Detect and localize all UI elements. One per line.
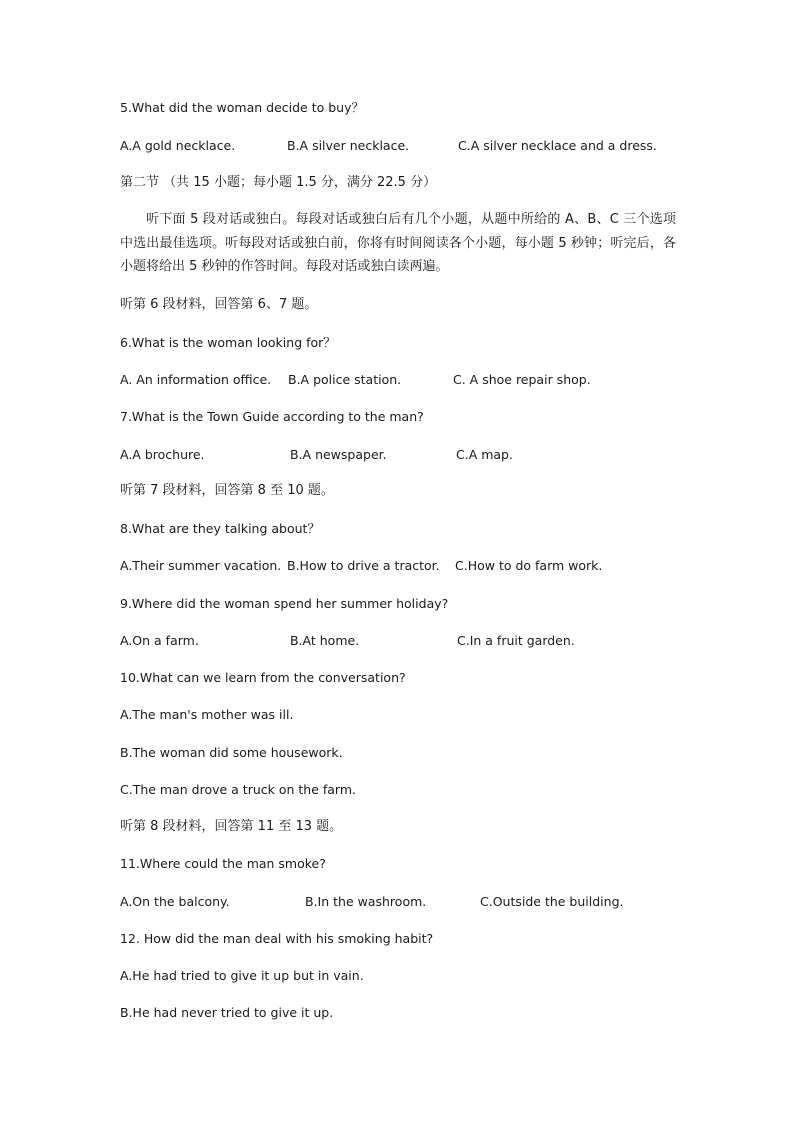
- question-5-options: [120, 138, 680, 154]
- option-a: A.A brochure.: [120, 447, 205, 462]
- question-11-options: [120, 894, 680, 910]
- option-b: B.How to drive a tractor.: [287, 558, 440, 573]
- option-a: A.On a farm.: [120, 633, 199, 648]
- question-8: 8.What are they talking about？: [120, 521, 320, 536]
- option-b: B.In the washroom.: [305, 894, 427, 909]
- question-7-options: [120, 447, 680, 463]
- option-c: C.A silver necklace and a dress.: [458, 138, 657, 153]
- option-b: B.The woman did some housework.: [120, 745, 343, 760]
- option-b: B.At home.: [290, 633, 360, 648]
- option-a: A.Their summer vacation.: [120, 558, 282, 573]
- option-c: C.A map.: [456, 447, 513, 462]
- question-7: 7.What is the Town Guide according to the man?: [120, 409, 424, 424]
- option-a: A.He had tried to give it up but in vain.: [120, 968, 364, 983]
- question-6-options: [120, 372, 680, 388]
- option-c: C.The man drove a truck on the farm.: [120, 782, 357, 797]
- question-6: 6.What is the woman looking for？: [120, 335, 336, 350]
- option-a: A.On the balcony.: [120, 894, 230, 909]
- question-10: 10.What can we learn from the conversation?: [120, 670, 406, 685]
- option-b: B.He had never tried to give it up.: [120, 1005, 334, 1020]
- question-9: 9.Where did the woman spend her summer holiday?: [120, 596, 449, 611]
- question-8-options: [120, 558, 680, 574]
- option-c: C.Outside the building.: [480, 894, 624, 909]
- option-a: A.The man's mother was ill.: [120, 707, 294, 722]
- question-11: 11.Where could the man smoke?: [120, 856, 326, 871]
- option-a: A. An information office.: [120, 372, 272, 387]
- option-b: B.A newspaper.: [290, 447, 387, 462]
- option-c: C.In a fruit garden.: [457, 633, 575, 648]
- option-c: C. A shoe repair shop.: [453, 372, 591, 387]
- option-a: A.A gold necklace.: [120, 138, 236, 153]
- option-c: C.How to do farm work.: [455, 558, 603, 573]
- option-b: B.A police station.: [288, 372, 402, 387]
- question-12: 12. How did the man deal with his smoking habit?: [120, 931, 434, 946]
- question-9-options: [120, 633, 680, 649]
- section-instructions: 听下面 5 段对话或独白。每段对话或独白后有几个小题，从题中所给的 A、B、C 三个选项中选出最佳选项。听每段对话或独白前，你将有时间阅读各个小题，每小题 5 秒钟；听完后，各小题将给出 5 秒钟的作答时间。每段对话或独白读两遍。: [120, 212, 676, 274]
- option-b: B.A silver necklace.: [287, 138, 410, 153]
- question-5: 5.What did the woman decide to buy？: [120, 100, 364, 115]
- material-6-header: 听第 6 段材料，回答第 6、7 题。: [120, 297, 318, 312]
- material-7-header: 听第 7 段材料，回答第 8 至 10 题。: [120, 483, 334, 498]
- material-8-header: 听第 8 段材料，回答第 11 至 13 题。: [120, 819, 343, 834]
- section-title: 第二节 （共 15 小题；每小题 1.5 分，满分 22.5 分）: [120, 175, 437, 190]
